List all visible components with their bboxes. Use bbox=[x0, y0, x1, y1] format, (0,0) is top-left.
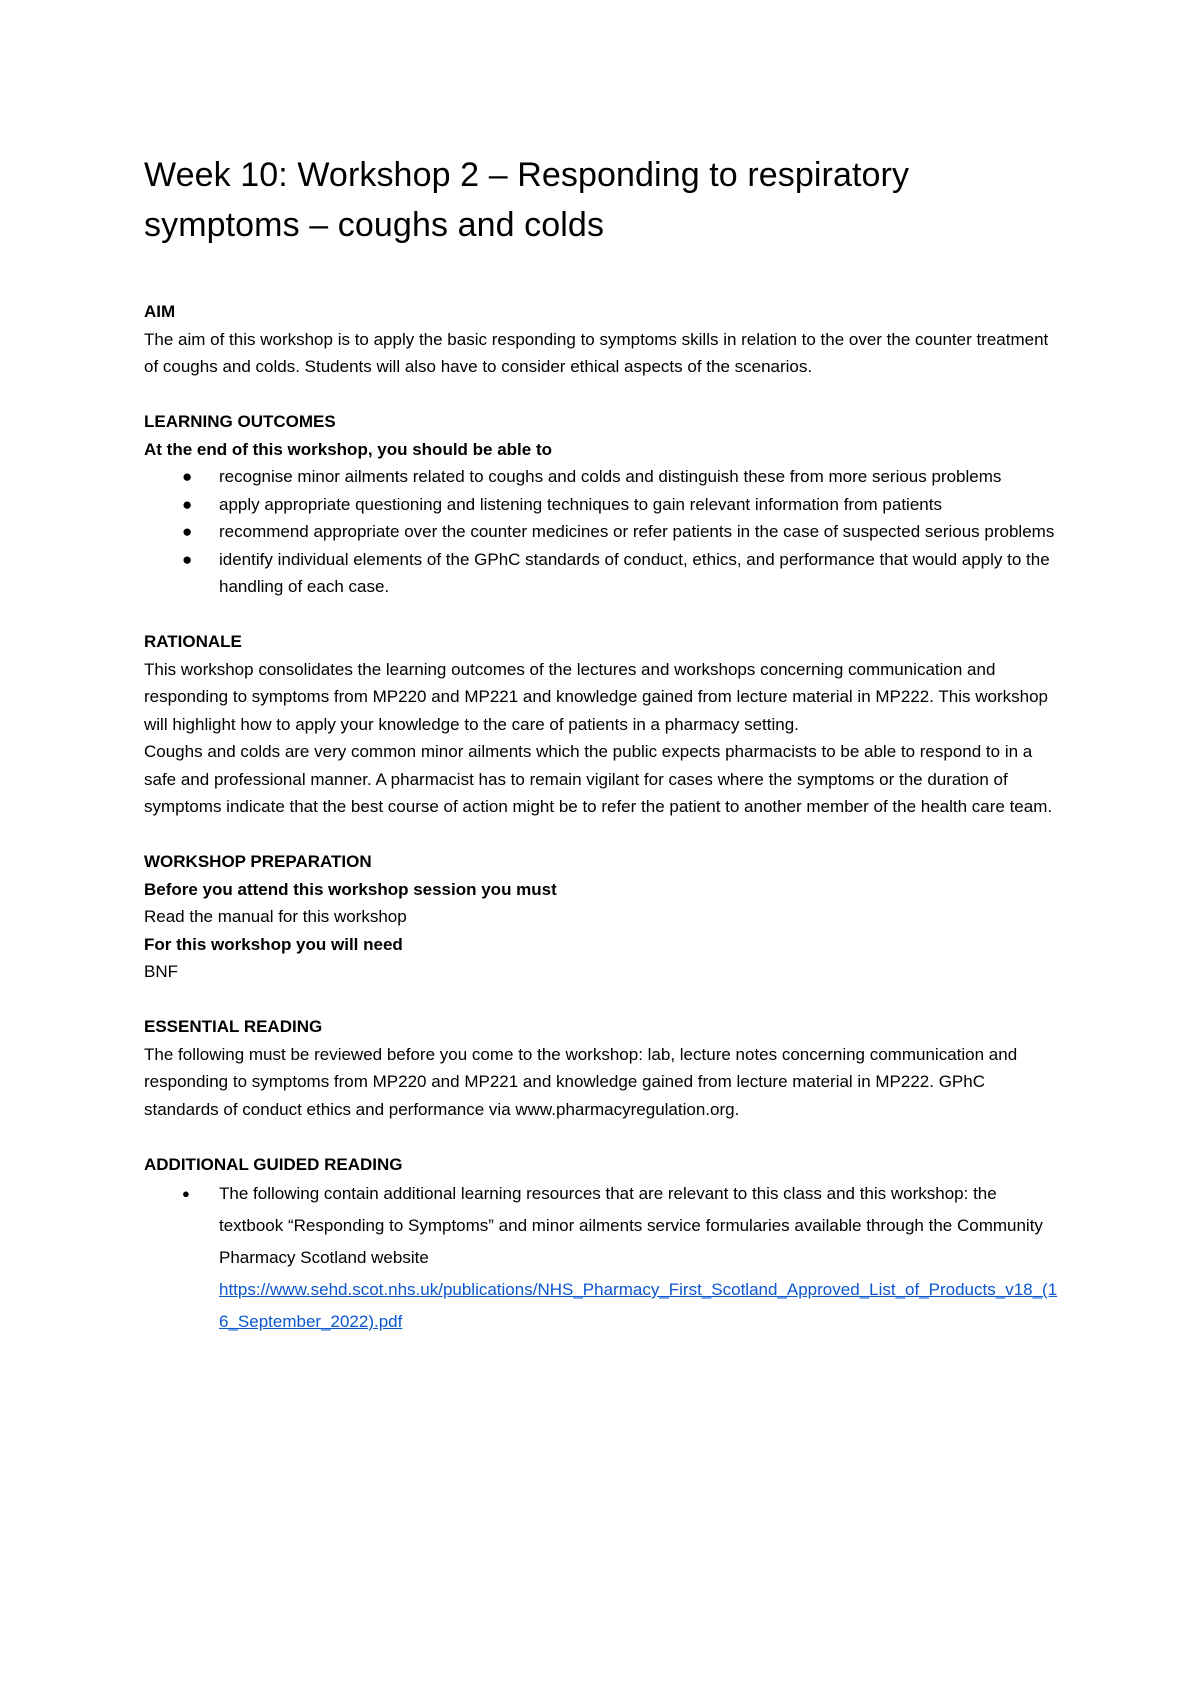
bullet-icon: ● bbox=[182, 1186, 190, 1201]
bullet-icon: ● bbox=[182, 467, 193, 486]
list-item bbox=[144, 463, 1064, 491]
aim-text: The aim of this workshop is to apply the basic responding to symptoms skills in relation to the over the counter treatment of coughs and colds. Students will also have to consider ethical aspects of the scenarios. bbox=[144, 329, 1049, 376]
learning-outcomes-section bbox=[144, 408, 1064, 601]
before-attend-text: Read the manual for this workshop bbox=[144, 907, 407, 926]
aim-heading: AIM bbox=[144, 302, 176, 321]
list-item-text: identify individual elements of the GPhC standards of conduct, ethics, and performance that would apply to the handling of each case. bbox=[219, 549, 1050, 596]
page-title: Week 10: Workshop 2 – Responding to respiratory symptoms – coughs and colds bbox=[144, 156, 910, 244]
learning-outcomes-intro: At the end of this workshop, you should be able to bbox=[144, 439, 553, 459]
learning-outcomes-heading: LEARNING OUTCOMES bbox=[144, 412, 336, 431]
essential-reading-heading: ESSENTIAL READING bbox=[144, 1017, 323, 1036]
list-item bbox=[144, 491, 1064, 519]
list-item bbox=[144, 518, 1064, 546]
aim-section bbox=[144, 298, 1064, 381]
list-item bbox=[144, 546, 1064, 601]
will-need-label: For this workshop you will need bbox=[144, 934, 403, 954]
will-need-text: BNF bbox=[144, 962, 178, 981]
rationale-paragraph-1: This workshop consolidates the learning outcomes of the lectures and workshops concerning communication and responding to symptoms from MP220 and MP221 and knowledge gained from lecture material in MP222. This workshop will highlight how to apply your knowledge to the care of patients in a pharmacy setting. bbox=[144, 659, 1048, 734]
bullet-icon: ● bbox=[182, 494, 193, 514]
additional-reading-text: The following contain additional learning resources that are relevant to this class and this workshop: the textbook “Responding to Symptoms” and minor ailments service formularies available through the Community Pharmacy Scotland website bbox=[219, 1184, 1043, 1267]
document-page bbox=[144, 150, 1064, 1366]
rationale-section bbox=[144, 628, 1064, 821]
workshop-preparation-heading: WORKSHOP PREPARATION bbox=[144, 852, 372, 871]
additional-reading-heading: ADDITIONAL GUIDED READING bbox=[144, 1154, 403, 1174]
rationale-paragraph-2: Coughs and colds are very common minor ailments which the public expects pharmacists to be able to respond to in a safe and professional manner. A pharmacist has to remain vigilant for cases where the symptoms or the duration of symptoms indicate that the best course of action might be to refer the patient to another member of the health care team. bbox=[144, 742, 1053, 816]
list-item-text: apply appropriate questioning and listening techniques to gain relevant information from patients bbox=[219, 494, 942, 514]
rationale-heading: RATIONALE bbox=[144, 632, 242, 651]
list-item-text: recommend appropriate over the counter medicines or refer patients in the case of suspected serious problems bbox=[219, 522, 1055, 541]
additional-reading-section bbox=[144, 1151, 1064, 1339]
additional-reading-list bbox=[144, 1178, 1064, 1338]
bullet-icon: ● bbox=[182, 522, 193, 541]
before-attend-label: Before you attend this workshop session you must bbox=[144, 879, 557, 899]
formulary-link[interactable]: https://www.sehd.scot.nhs.uk/publications/NHS_Pharmacy_First_Scotland_Approved_List_of_Products_v18_(16_September_2022).pdf bbox=[219, 1280, 1058, 1331]
list-item-text: recognise minor ailments related to coughs and colds and distinguish these from more serious problems bbox=[219, 467, 1002, 486]
list-item bbox=[144, 1178, 1064, 1338]
essential-reading-section bbox=[144, 1013, 1064, 1123]
learning-outcomes-list bbox=[144, 463, 1064, 601]
essential-reading-text: The following must be reviewed before you come to the workshop: lab, lecture notes concerning communication and responding to symptoms from MP220 and MP221 and knowledge gained from lecture material in MP222. GPhC standards of conduct ethics and performance via www.pharmacyregulation.org. bbox=[144, 1044, 1018, 1119]
bullet-icon: ● bbox=[182, 549, 193, 569]
workshop-preparation-section bbox=[144, 848, 1064, 986]
